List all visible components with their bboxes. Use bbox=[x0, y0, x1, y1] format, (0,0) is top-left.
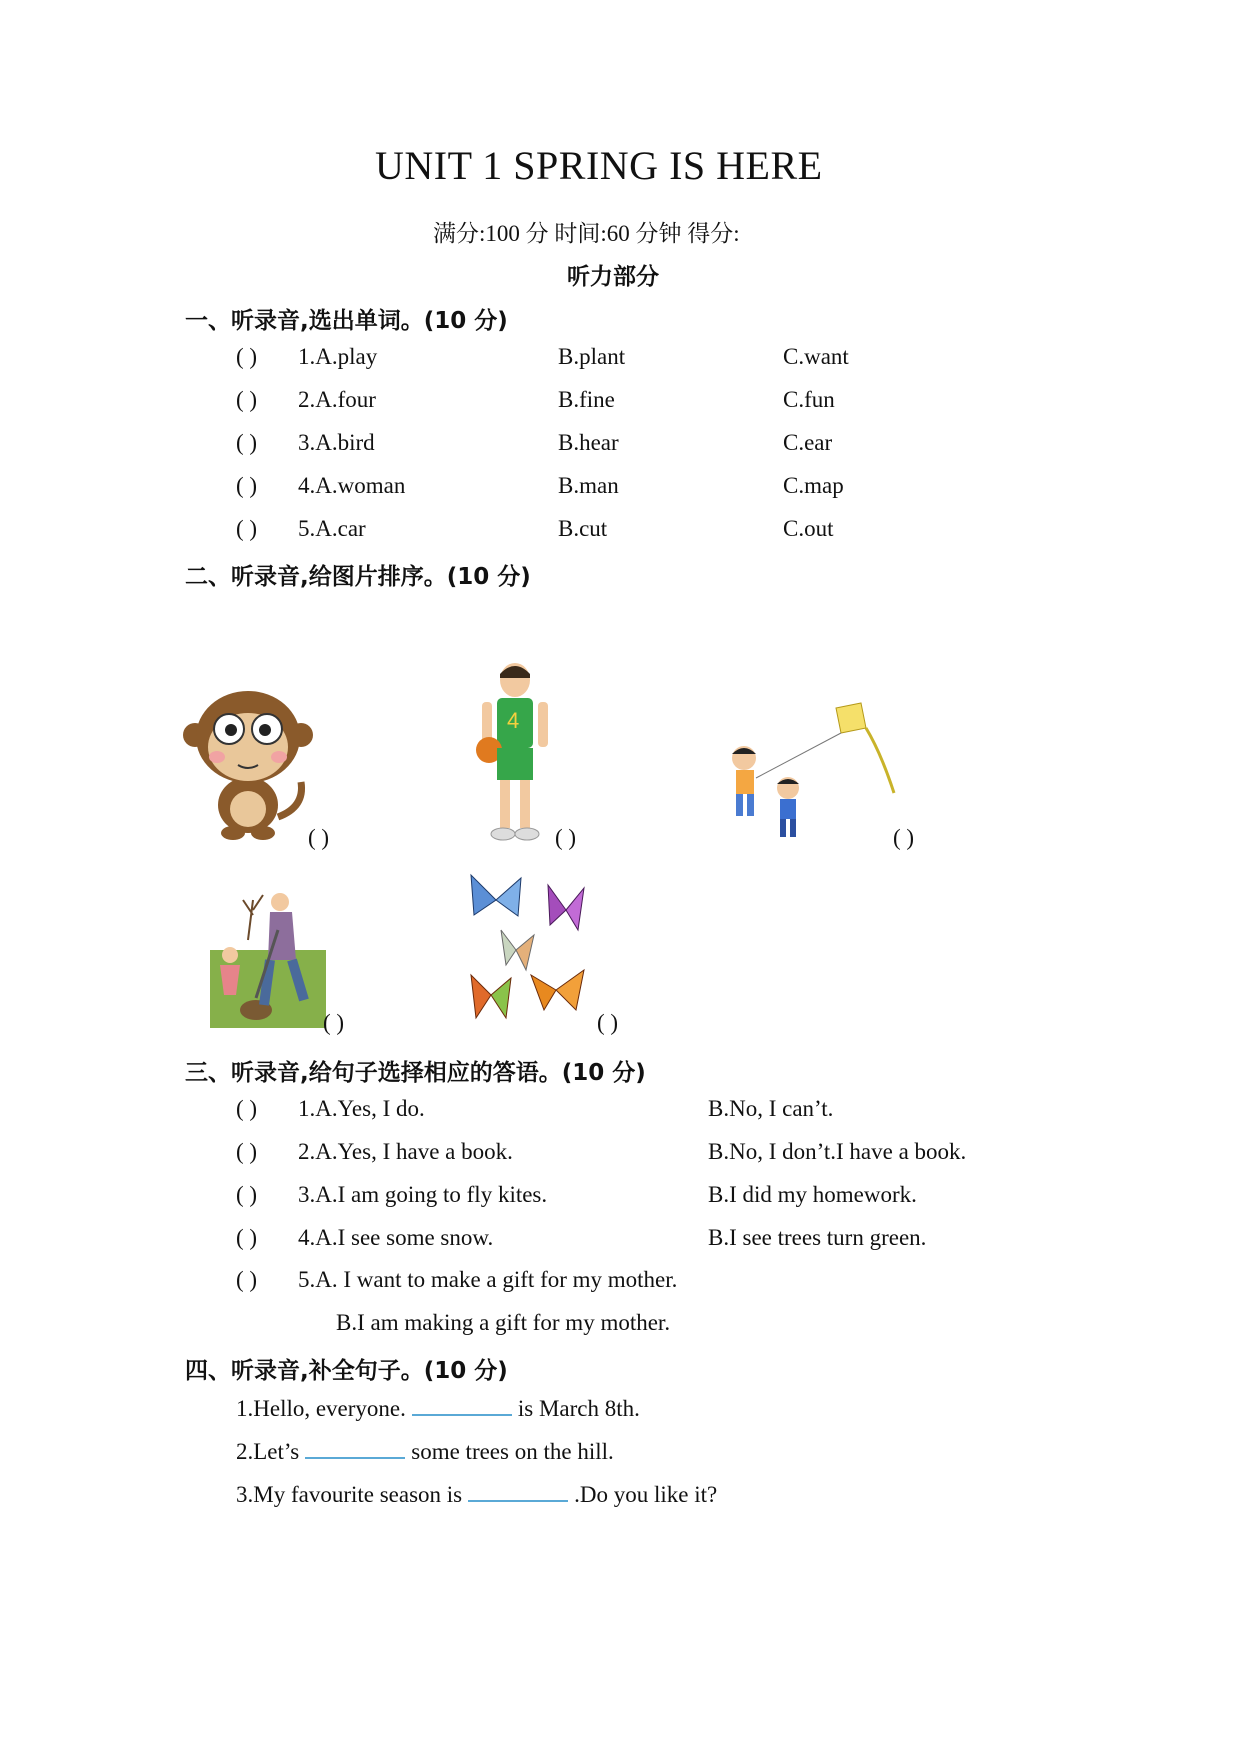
option-a: 3.A.bird bbox=[298, 430, 375, 455]
option-c: C.fun bbox=[783, 387, 835, 412]
picture-1-paren[interactable]: ( ) bbox=[308, 825, 330, 850]
sentence-end: is March 8th. bbox=[517, 1396, 640, 1421]
answer-paren[interactable]: ( ) bbox=[236, 1182, 258, 1207]
answer-paren[interactable]: ( ) bbox=[236, 344, 258, 369]
option-c: C.want bbox=[783, 344, 849, 369]
option-a: 3.A.I am going to fly kites. bbox=[298, 1182, 548, 1207]
exam-meta: 满分:100 分 时间:60 分钟 得分: bbox=[433, 221, 740, 246]
answer-paren[interactable]: ( ) bbox=[236, 1225, 258, 1250]
option-b: B.No, I don’t.I have a book. bbox=[708, 1139, 967, 1164]
sentence-end: .Do you like it? bbox=[574, 1482, 718, 1507]
basketball-boy-icon bbox=[470, 662, 560, 844]
picture-5-paren[interactable]: ( ) bbox=[597, 1010, 619, 1035]
answer-paren[interactable]: ( ) bbox=[236, 430, 258, 455]
option-a: 1.A.Yes, I do. bbox=[298, 1096, 425, 1121]
option-b: B.cut bbox=[558, 516, 608, 541]
option-a: 4.A.I see some snow. bbox=[298, 1225, 494, 1250]
fill-sentence-1 bbox=[236, 1394, 640, 1422]
answer-paren[interactable]: ( ) bbox=[236, 473, 258, 498]
picture-2-paren[interactable]: ( ) bbox=[555, 825, 577, 850]
fill-sentence-2 bbox=[236, 1437, 614, 1465]
answer-paren[interactable]: ( ) bbox=[236, 1267, 258, 1292]
option-c: C.ear bbox=[783, 430, 833, 455]
option-b: B.No, I can’t. bbox=[708, 1096, 834, 1121]
answer-paren[interactable]: ( ) bbox=[236, 1096, 258, 1121]
option-b: B.hear bbox=[558, 430, 619, 455]
section-4-heading: 四、听录音,补全句子。(10 分) bbox=[185, 1358, 508, 1384]
answer-blank[interactable] bbox=[468, 1480, 568, 1502]
sentence-end: some trees on the hill. bbox=[411, 1439, 614, 1464]
section-1-heading: 一、听录音,选出单词。(10 分) bbox=[185, 308, 508, 334]
page-title: UNIT 1 SPRING IS HERE bbox=[375, 143, 823, 188]
answer-blank[interactable] bbox=[305, 1437, 405, 1459]
fill-sentence-3 bbox=[236, 1480, 717, 1508]
monkey-icon bbox=[183, 687, 313, 842]
option-a: 5.A.car bbox=[298, 516, 366, 541]
option-c: C.map bbox=[783, 473, 844, 498]
option-a: 4.A.woman bbox=[298, 473, 406, 498]
sentence-start: 2.Let’s bbox=[236, 1439, 300, 1464]
picture-4-paren[interactable]: ( ) bbox=[323, 1010, 345, 1035]
answer-blank[interactable] bbox=[412, 1394, 512, 1416]
option-a: 2.A.four bbox=[298, 387, 376, 412]
sentence-start: 3.My favourite season is bbox=[236, 1482, 463, 1507]
sentence-start: 1.Hello, everyone. bbox=[236, 1396, 406, 1421]
svg-text:4: 4 bbox=[507, 708, 520, 733]
butterflies-icon bbox=[466, 870, 596, 1030]
answer-paren[interactable]: ( ) bbox=[236, 387, 258, 412]
section-2-heading: 二、听录音,给图片排序。(10 分) bbox=[185, 564, 531, 590]
tree-planting-icon bbox=[208, 880, 328, 1030]
option-b: B.plant bbox=[558, 344, 626, 369]
option-b: B.I did my homework. bbox=[708, 1182, 917, 1207]
option-a: 5.A. I want to make a gift for my mother. bbox=[298, 1267, 678, 1292]
option-a: 2.A.Yes, I have a book. bbox=[298, 1139, 513, 1164]
picture-3-paren[interactable]: ( ) bbox=[893, 825, 915, 850]
answer-paren[interactable]: ( ) bbox=[236, 516, 258, 541]
option-a: 1.A.play bbox=[298, 344, 378, 369]
kite-flying-icon bbox=[716, 698, 906, 843]
option-b: B.fine bbox=[558, 387, 615, 412]
part-title: 听力部分 bbox=[567, 264, 659, 290]
option-b: B.I see trees turn green. bbox=[708, 1225, 927, 1250]
section-3-heading: 三、听录音,给句子选择相应的答语。(10 分) bbox=[185, 1060, 646, 1086]
option-c: C.out bbox=[783, 516, 834, 541]
option-b: B.man bbox=[558, 473, 619, 498]
answer-paren[interactable]: ( ) bbox=[236, 1139, 258, 1164]
option-b: B.I am making a gift for my mother. bbox=[336, 1310, 671, 1335]
